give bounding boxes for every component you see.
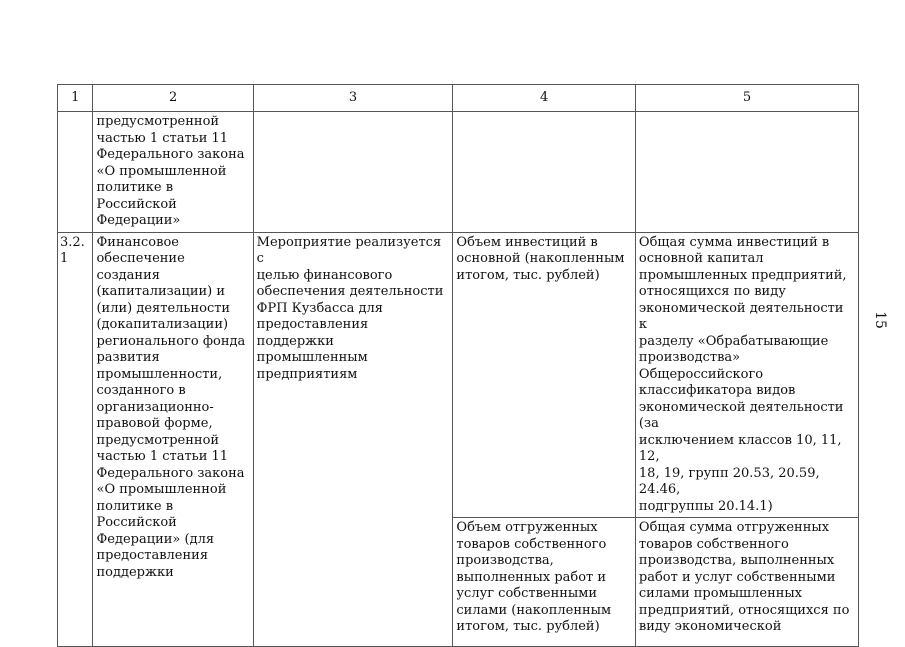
header-cell-4: 4 — [453, 85, 636, 112]
table-header-row — [58, 85, 859, 112]
continuation-cell-3 — [253, 112, 453, 233]
item-number: 3.2.1 — [58, 232, 93, 647]
item-description: Мероприятие реализуется с целью финансового обеспечения деятельности ФРП Кузбасса для предоставления поддержки промышленным предприятиям — [253, 232, 453, 647]
continuation-cell-4 — [453, 112, 636, 233]
indicator-method-2: Общая сумма отгруженных товаров собственного производства, выполненных работ и услуг собственными силами промышленных предприятий, относящихся по виду экономической — [635, 518, 858, 647]
continuation-cell-1 — [58, 112, 93, 233]
header-cell-2: 2 — [93, 85, 253, 112]
indicator-method-1: Общая сумма инвестиций в основной капитал промышленных предприятий, относящихся по виду экономической деятельности к разделу «Обрабатывающие производства» Общероссийского классификатора видов экономической деятельности (за исключением классов 10, 11, 12, 18, 19, групп 20.53, 20.59, 24.46, подгруппы 20.14.1) — [635, 232, 858, 518]
table-row-item — [58, 232, 859, 518]
indicator-name-1: Объем инвестиций в основной (накопленным итогом, тыс. рублей) — [453, 232, 636, 518]
header-cell-1: 1 — [58, 85, 93, 112]
continuation-cell-2: предусмотренной частью 1 статьи 11 Федерального закона «О промышленной политике в Российской Федерации» — [93, 112, 253, 233]
item-name: Финансовое обеспечение создания (капитализации) и (или) деятельности (докапитализации) регионального фонда развития промышленности, созданного в организационно- правовой форме, предусмотренной частью 1 статьи 11 Федерального закона «О промышленной политике в Российской Федерации» (для предоставления поддержки — [93, 232, 253, 647]
header-cell-3: 3 — [253, 85, 453, 112]
table-row-continuation — [58, 112, 859, 233]
continuation-cell-5 — [635, 112, 858, 233]
page-number: 15 — [872, 311, 888, 329]
indicator-name-2: Объем отгруженных товаров собственного производства, выполненных работ и услуг собственными силами (накопленным итогом, тыс. рублей) — [453, 518, 636, 647]
document-table — [57, 84, 859, 647]
header-cell-5: 5 — [635, 85, 858, 112]
